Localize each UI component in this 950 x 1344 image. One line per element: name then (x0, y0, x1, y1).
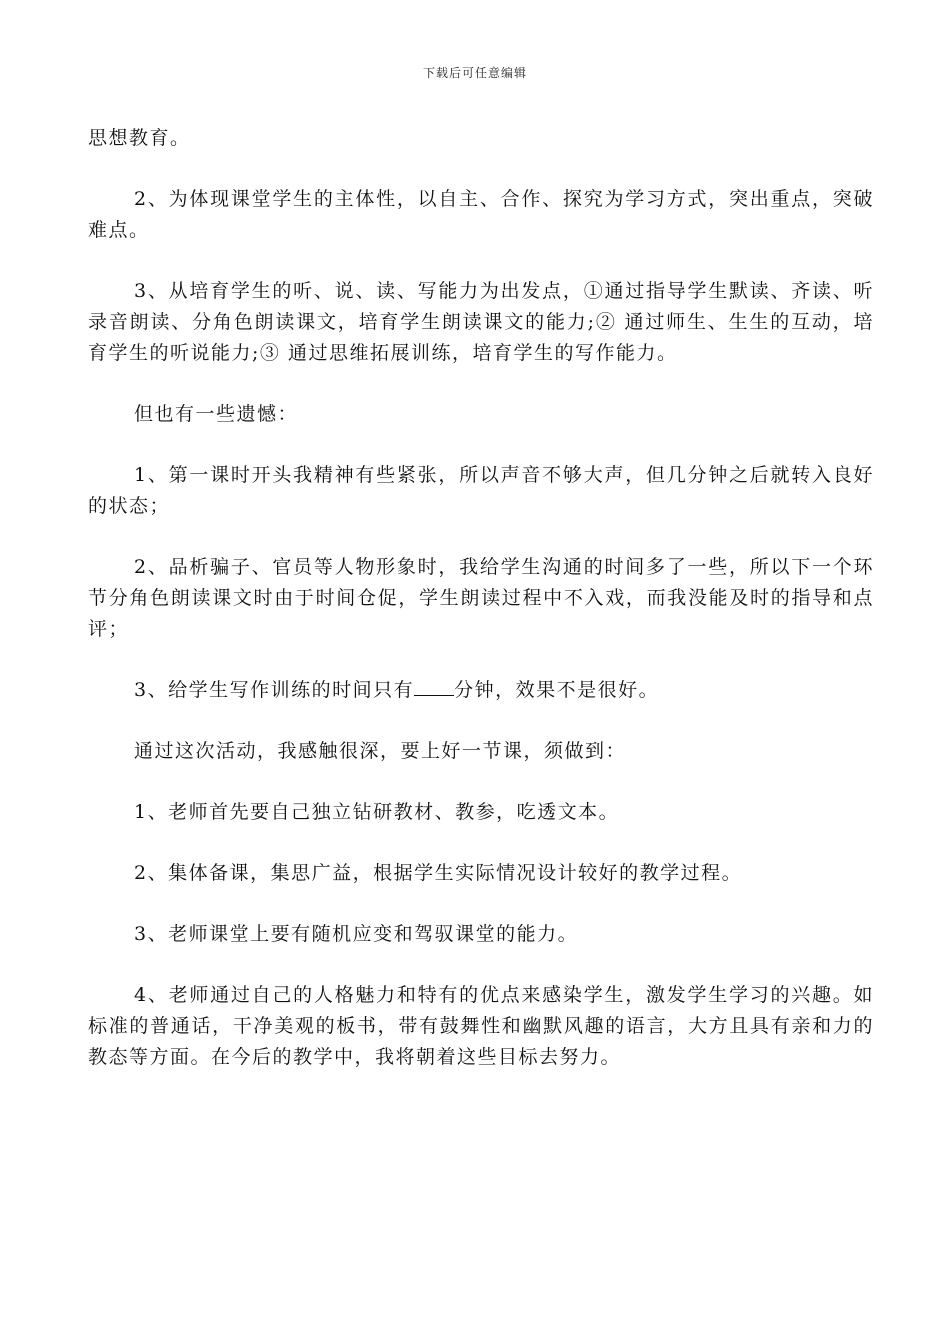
paragraph-regret-1: 1、第一课时开头我精神有些紧张，所以声音不够大声，但几分钟之后就转入良好的状态； (88, 464, 874, 517)
paragraph-regret-3 (88, 675, 874, 706)
document-body (88, 123, 874, 1103)
paragraph-regrets-intro: 但也有一些遗憾： (134, 403, 299, 425)
regret-3-text-after: 分钟，效果不是很好。 (454, 679, 660, 701)
paragraph-continuation: 思想教育。 (88, 127, 191, 149)
paragraph-lesson-3: 3、老师课堂上要有随机应变和驾驭课堂的能力。 (134, 923, 579, 945)
paragraph-lesson-2: 2、集体备课，集思广益，根据学生实际情况设计较好的教学过程。 (134, 862, 743, 884)
paragraph-conclusion-intro: 通过这次活动，我感触很深，要上好一节课，须做到： (134, 740, 627, 762)
paragraph-point-2: 2、为体现课堂学生的主体性，以自主、合作、探究为学习方式，突出重点，突破难点。 (88, 188, 874, 241)
fill-in-blank (414, 677, 454, 696)
paragraph-lesson-1: 1、老师首先要自己独立钻研教材、教参，吃透文本。 (134, 801, 620, 823)
paragraph-regret-2: 2、品析骗子、官员等人物形象时，我给学生沟通的时间多了一些，所以下一个环节分角色朗读课文时由于时间仓促，学生朗读过程中不入戏，而我没能及时的指导和点评； (88, 556, 874, 640)
regret-3-text-before: 3、给学生写作训练的时间只有 (134, 679, 415, 701)
page-header: 下载后可任意编辑 (422, 66, 527, 80)
paragraph-lesson-4: 4、老师通过自己的人格魅力和特有的优点来感染学生，激发学生学习的兴趣。如标准的普通话，干净美观的板书，带有鼓舞性和幽默风趣的语言，大方且具有亲和力的教态等方面。在今后的教学中，我将朝着这些目标去努力。 (88, 984, 874, 1068)
paragraph-point-3: 3、从培育学生的听、说、读、写能力为出发点，①通过指导学生默读、齐读、听录音朗读、分角色朗读课文，培育学生朗读课文的能力;② 通过师生、生生的互动，培育学生的听说能力;③ 通过思维拓展训练，培育学生的写作能力。 (88, 280, 874, 364)
